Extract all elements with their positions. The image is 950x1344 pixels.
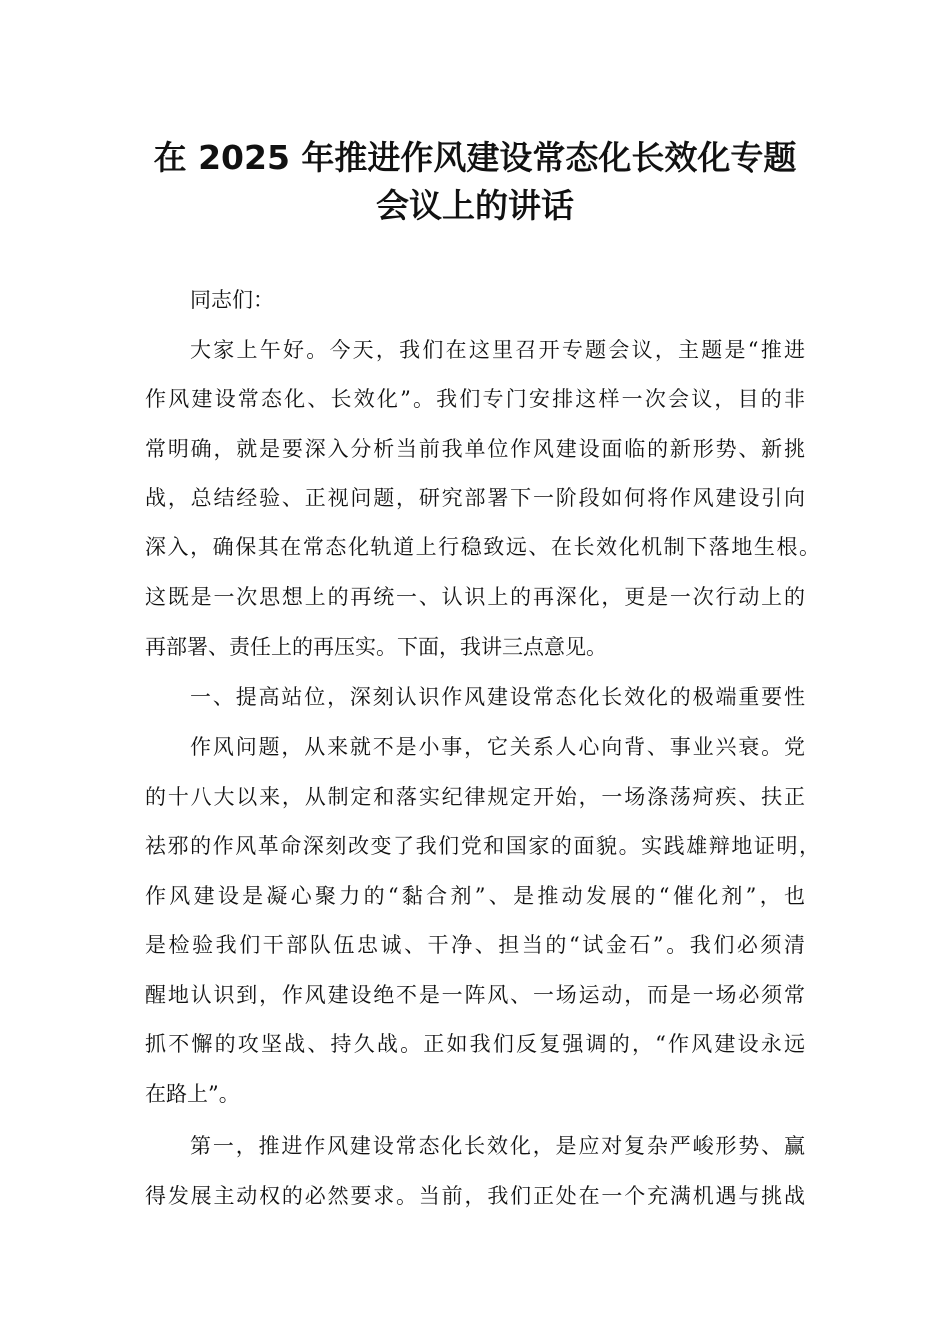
text-line: 深入，确保其在常态化轨道上行稳致远、在长效化机制下落地生根。 — [145, 535, 820, 559]
text-line: 祛邪的作风革命深刻改变了我们党和国家的面貌。实践雄辩地证明， — [145, 834, 820, 858]
salutation: 同志们： — [190, 288, 274, 312]
text-line: 的十八大以来，从制定和落实纪律规定开始，一场涤荡疴疾、扶正 — [145, 785, 805, 809]
text-line: 在路上”。 — [145, 1082, 240, 1106]
text-line: 常明确，就是要深入分析当前我单位作风建设面临的新形势、新挑 — [145, 437, 805, 461]
text-line: 再部署、责任上的再压实。下面，我讲三点意见。 — [145, 635, 607, 659]
text-line: 醒地认识到，作风建设绝不是一阵风、一场运动，而是一场必须常 — [145, 983, 805, 1007]
text-line: 得发展主动权的必然要求。当前，我们正处在一个充满机遇与挑战 — [145, 1184, 805, 1208]
text-line: 作风建设是凝心聚力的“黏合剂”、是推动发展的“催化剂”，也 — [145, 884, 805, 908]
text-line: 抓不懈的攻坚战、持久战。正如我们反复强调的，“作风建设永远 — [145, 1032, 805, 1056]
text-line: 大家上午好。今天，我们在这里召开专题会议，主题是“推进 — [190, 338, 805, 362]
text-line: 作风建设常态化、长效化”。我们专门安排这样一次会议，目的非 — [145, 387, 805, 411]
document-title-line-1: 在 2025 年推进作风建设常态化长效化专题 — [153, 138, 797, 177]
text-line: 战，总结经验、正视问题，研究部署下一阶段如何将作风建设引向 — [145, 486, 805, 510]
text-line: 作风问题，从来就不是小事，它关系人心向背、事业兴衰。党 — [190, 735, 805, 759]
text-line: 第一，推进作风建设常态化长效化，是应对复杂严峻形势、赢 — [190, 1134, 805, 1158]
text-line: 是检验我们干部队伍忠诚、干净、担当的“试金石”。我们必须清 — [145, 933, 805, 957]
document-title-line-2: 会议上的讲话 — [376, 186, 574, 225]
section-heading-1: 一、提高站位，深刻认识作风建设常态化长效化的极端重要性 — [190, 685, 805, 709]
text-line: 这既是一次思想上的再统一、认识上的再深化，更是一次行动上的 — [145, 585, 805, 609]
